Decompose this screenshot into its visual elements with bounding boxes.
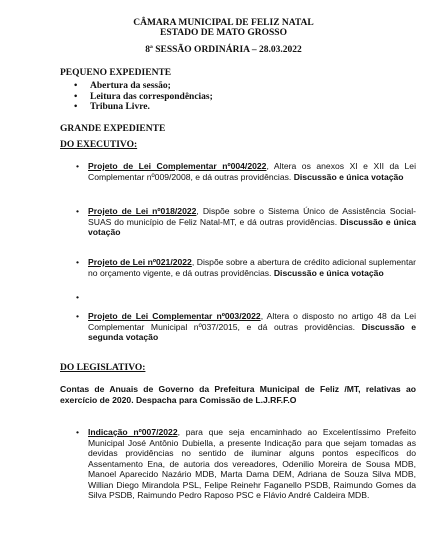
state-title: ESTADO DE MATO GROSSO [160,28,287,38]
list-item: • Leitura das correspondências; [74,92,213,103]
item-id: Projeto de Lei Complementar nº004/2022 [88,161,267,171]
bullet-icon: • [76,292,80,302]
agenda-item [76,206,416,238]
item-text: , Altera o disposto no artigo 48 da Lei Complementar Municipal nº037/2015, e dá outras providências. [88,311,416,332]
bullet-icon: • [76,311,80,321]
item-action: Discussão e única votação [88,216,416,237]
list-item: • Tribuna Livre. [74,102,213,113]
session-title: 8ª SESSÃO ORDINÁRIA – 28.03.2022 [145,45,302,55]
bullet-icon: • [76,257,80,267]
item-id: Indicação nº007/2022 [88,427,178,437]
item-id: Projeto de Lei Complementar nº003/2022 [88,311,261,321]
item-action: Discussão e única votação [273,267,384,278]
legislativo-heading: DO LEGISLATIVO: [60,363,146,373]
item-text: , Dispõe sobre a abertura de crédito adicional suplementar no orçamento vigente, e dá outras providências. [88,257,416,278]
indicacao-item [76,427,416,501]
item-text: , para que seja encaminhado ao Excelentíssimo Prefeito Municipal José Antônio Dubiella, a presente Indicação para que sejam tomadas as devidas providências no sentido de iluminar alguns pontos específicos do Assentamento Ena, de autoria dos vereadores, Odenilio Moreira de Sousa MDB, Manoel Aparecido Nazário MDB, Marta Dama DEM, Adriana de Souza Silva MDB, Willian Diego Mirandola PSL, Felipe Reinehr Faganello PSDB, Raimundo Gomes da Silva PSDB, Raimundo Pedro Raposo PSC e Flávio André Caldeira MDB. [88,427,416,500]
item-id: Projeto de Lei nº021/2022 [88,257,192,267]
item-id: Projeto de Lei nº018/2022 [88,206,197,216]
pequeno-expediente-list [74,81,213,113]
agenda-item [76,257,416,278]
agenda-item [76,311,416,343]
agenda-item [76,161,416,182]
list-item: • Abertura da sessão; [74,81,213,92]
bullet-icon: • [76,427,80,437]
grande-expediente-heading: GRANDE EXPEDIENTE [60,124,166,134]
bullet-icon: • [76,206,80,216]
contas-paragraph: Contas de Anuais de Governo da Prefeitura Municipal de Feliz /MT, relativas ao exercício de 2020. Despacha para Comissão de L.J.RF.F.O [60,384,416,405]
executivo-heading: DO EXECUTIVO: [60,140,138,150]
item-text: , Altera os anexos XI e XII da Lei Complementar nº009/2008, e dá outras providências. [88,161,416,182]
chamber-title: CÂMARA MUNICIPAL DE FELIZ NATAL [133,18,314,28]
bullet-icon: • [76,161,80,171]
item-text: , Dispõe sobre o Sistema Único de Assistência Social-SUAS do município de Feliz Natal-MT, e dá outras providências. [88,206,416,227]
item-action: Discussão e segunda votação [88,321,416,342]
item-action: Discussão e única votação [293,171,404,182]
pequeno-expediente-heading: PEQUENO EXPEDIENTE [60,68,172,78]
